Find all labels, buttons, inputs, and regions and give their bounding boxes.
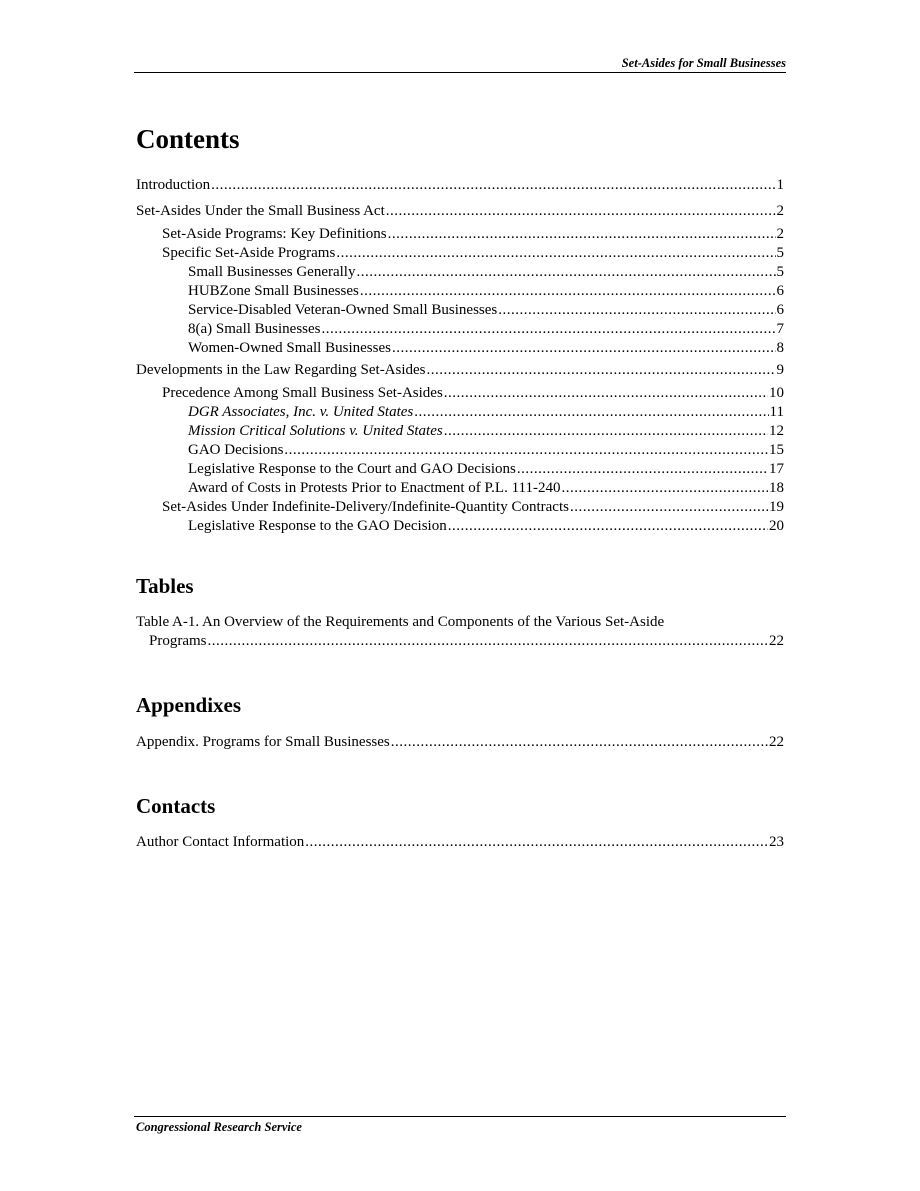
toc-entry-label-line2: Programs	[149, 633, 207, 649]
toc-entry-label: Women-Owned Small Businesses	[188, 340, 391, 356]
toc-entry-label: Developments in the Law Regarding Set-Asides	[136, 362, 426, 378]
toc-entry-table-a1[interactable]	[136, 613, 784, 651]
toc-entry-appendix[interactable]	[136, 733, 784, 752]
toc-entry-label: HUBZone Small Businesses	[188, 283, 359, 299]
toc-entry-legislative-response-gao[interactable]	[188, 517, 784, 536]
toc-entry-small-businesses-generally[interactable]	[188, 263, 784, 282]
toc-entry-page: 10	[769, 385, 784, 401]
toc-entry-label: Set-Asides Under Indefinite-Delivery/Indefinite-Quantity Contracts	[162, 499, 569, 515]
toc-entry-dgr[interactable]	[188, 403, 784, 422]
toc-entry-label: DGR Associates, Inc. v. United States	[188, 404, 414, 420]
toc-entry-label: Precedence Among Small Business Set-Asides	[162, 385, 443, 401]
footer-text: Congressional Research Service	[136, 1120, 302, 1134]
appendixes-heading: Appendixes	[136, 693, 242, 717]
toc-entry-page: 9	[776, 362, 784, 378]
toc-entry-page: 20	[769, 518, 784, 534]
toc-entry-key-definitions[interactable]	[162, 225, 784, 244]
toc-entry-page: 7	[776, 321, 784, 337]
toc-entry-page: 22	[769, 734, 784, 750]
toc-entry-label: Introduction	[136, 177, 211, 193]
toc-entry-label: Legislative Response to the GAO Decision	[188, 518, 447, 534]
header-rule	[134, 72, 786, 73]
toc-entry-label: Service-Disabled Veteran-Owned Small Businesses	[188, 302, 498, 318]
toc-entry-page: 11	[769, 404, 784, 420]
toc-entry-label: Set-Asides Under the Small Business Act	[136, 203, 385, 219]
toc-entry-label: Set-Aside Programs: Key Definitions	[162, 226, 387, 242]
toc-entry-mission-critical[interactable]	[188, 422, 784, 441]
toc-entry-specific-programs[interactable]	[162, 244, 784, 263]
toc-entry-label: GAO Decisions	[188, 442, 284, 458]
toc-entry-page: 12	[769, 423, 784, 439]
contacts-heading: Contacts	[136, 794, 216, 818]
toc-entry-page: 8	[776, 340, 784, 356]
toc-entry-award-of-costs[interactable]	[188, 479, 784, 498]
toc-entry-developments[interactable]	[136, 361, 784, 380]
contents-heading: Contents	[136, 124, 240, 154]
toc-entry-sdvosb[interactable]	[188, 301, 784, 320]
toc-entry-page: 2	[776, 203, 784, 219]
toc-entry-page: 18	[769, 480, 784, 496]
toc-entry-label: Mission Critical Solutions v. United States	[188, 423, 443, 439]
tables-heading: Tables	[136, 574, 194, 598]
toc-entry-page: 2	[776, 226, 784, 242]
toc-entry-author-contact[interactable]	[136, 833, 784, 852]
toc-entry-page: 15	[769, 442, 784, 458]
toc-entry-page: 5	[776, 245, 784, 261]
toc-entry-set-asides-sba[interactable]	[136, 202, 784, 221]
toc-entry-page: 1	[776, 177, 784, 193]
toc-entry-label: Award of Costs in Protests Prior to Enactment of P.L. 111-240	[188, 480, 561, 496]
toc-entry-label-line1: Table A-1. An Overview of the Requirements and Components of the Various Set-Aside	[136, 614, 665, 630]
toc-entry-precedence[interactable]	[162, 384, 784, 403]
running-head: Set-Asides for Small Businesses	[621, 56, 786, 70]
toc-entry-introduction[interactable]	[136, 176, 784, 195]
toc-entry-page: 17	[769, 461, 784, 477]
toc-entry-page: 5	[776, 264, 784, 280]
toc-entry-idiq[interactable]	[162, 498, 784, 517]
toc-entry-hubzone[interactable]	[188, 282, 784, 301]
toc-entry-label: 8(a) Small Businesses	[188, 321, 321, 337]
toc-entry-8a[interactable]	[188, 320, 784, 339]
toc-entry-page: 19	[769, 499, 784, 515]
toc-entry-label: Legislative Response to the Court and GAO Decisions	[188, 461, 516, 477]
toc-entry-page: 6	[776, 283, 784, 299]
toc-entry-label: Appendix. Programs for Small Businesses	[136, 734, 390, 750]
toc-entry-label: Author Contact Information	[136, 834, 305, 850]
toc-entry-page: 23	[769, 834, 784, 850]
toc-entry-page: 22	[769, 633, 784, 649]
toc-entry-label: Small Businesses Generally	[188, 264, 356, 280]
toc-entry-legislative-response[interactable]	[188, 460, 784, 479]
toc-entry-women-owned[interactable]	[188, 339, 784, 358]
toc-entry-gao-decisions[interactable]	[188, 441, 784, 460]
toc-entry-page: 6	[776, 302, 784, 318]
footer-rule	[134, 1116, 786, 1117]
toc-entry-label: Specific Set-Aside Programs	[162, 245, 336, 261]
